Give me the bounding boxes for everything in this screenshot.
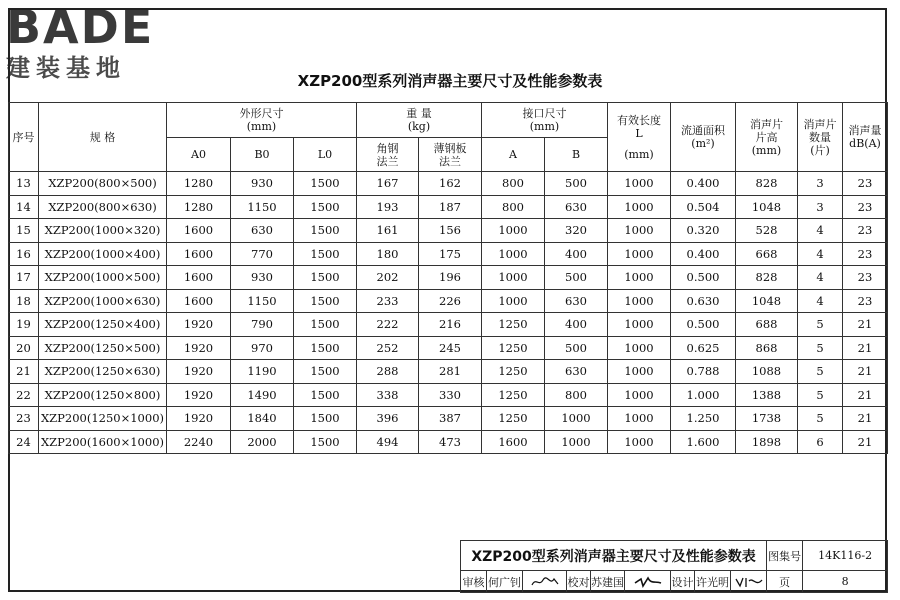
cell-thin-flange-weight: 175 (419, 242, 482, 266)
cell-plate-count: 5 (798, 383, 843, 407)
cell-flow-area: 0.630 (671, 289, 736, 313)
cell-plate-count: 5 (798, 407, 843, 431)
cell-plate-count: 5 (798, 336, 843, 360)
cell-port-b: 630 (545, 195, 608, 219)
cell-plate-count: 5 (798, 360, 843, 384)
page-label: 页 (767, 571, 803, 593)
header-thin-flange-label: 薄钢板法兰 (433, 141, 467, 168)
header-outer (167, 103, 357, 138)
cell-spec: XZP200(1250×500) (39, 336, 167, 360)
cell-b0: 970 (231, 336, 294, 360)
header-a: A (482, 138, 545, 172)
cell-plate-count: 5 (798, 313, 843, 337)
cell-port-b: 800 (545, 383, 608, 407)
cell-eff-len: 1000 (608, 195, 671, 219)
designer-signature (731, 571, 767, 593)
cell-b0: 790 (231, 313, 294, 337)
header-plate-height-unit: (mm) (751, 143, 782, 157)
header-plate-count (798, 103, 843, 172)
cell-l0: 1500 (294, 336, 357, 360)
cell-eff-len: 1000 (608, 336, 671, 360)
cell-a0: 1600 (167, 289, 231, 313)
cell-thin-flange-weight: 281 (419, 360, 482, 384)
design-label: 设计 (671, 571, 695, 593)
cell-a0: 1920 (167, 313, 231, 337)
header-a0: A0 (167, 138, 231, 172)
header-weight-unit: (kg) (407, 120, 431, 133)
cell-spec: XZP200(1250×1000) (39, 407, 167, 431)
cell-plate-count: 4 (798, 289, 843, 313)
table-row (9, 242, 888, 266)
cell-spec: XZP200(1000×320) (39, 219, 167, 243)
header-angle-flange-label: 角钢法兰 (376, 141, 399, 168)
cell-b0: 770 (231, 242, 294, 266)
cell-flow-area: 0.625 (671, 336, 736, 360)
cell-thin-flange-weight: 387 (419, 407, 482, 431)
cell-attenuation: 23 (843, 242, 888, 266)
reviewer-name: 何广钊 (487, 571, 523, 593)
cell-plate-count: 4 (798, 266, 843, 290)
table-row (9, 383, 888, 407)
table-row (9, 195, 888, 219)
page-title: XZP200型系列消声器主要尺寸及性能参数表 (297, 72, 603, 90)
cell-thin-flange-weight: 330 (419, 383, 482, 407)
page-number: 8 (803, 571, 888, 593)
cell-spec: XZP200(1250×800) (39, 383, 167, 407)
cell-eff-len: 1000 (608, 360, 671, 384)
cell-a0: 1920 (167, 407, 231, 431)
cell-b0: 1150 (231, 289, 294, 313)
cell-l0: 1500 (294, 266, 357, 290)
cell-thin-flange-weight: 216 (419, 313, 482, 337)
cell-angle-flange-weight: 233 (357, 289, 419, 313)
cell-b0: 630 (231, 219, 294, 243)
cell-spec: XZP200(1000×400) (39, 242, 167, 266)
cell-spec: XZP200(1000×630) (39, 289, 167, 313)
cell-port-a: 1250 (482, 360, 545, 384)
cell-attenuation: 21 (843, 430, 888, 454)
header-outer-label: 外形尺寸 (239, 107, 284, 120)
header-spec: 规 格 (39, 103, 167, 172)
cell-b0: 1840 (231, 407, 294, 431)
cell-eff-len: 1000 (608, 407, 671, 431)
cell-flow-area: 0.400 (671, 172, 736, 196)
header-b0: B0 (231, 138, 294, 172)
cell-thin-flange-weight: 187 (419, 195, 482, 219)
cell-port-a: 1250 (482, 407, 545, 431)
cell-a0: 1280 (167, 172, 231, 196)
cell-spec: XZP200(1000×500) (39, 266, 167, 290)
cell-eff-len: 1000 (608, 172, 671, 196)
header-flow-area-unit: (m²) (691, 137, 715, 150)
header-l0: L0 (294, 138, 357, 172)
cell-spec: XZP200(1600×1000) (39, 430, 167, 454)
cell-b0: 2000 (231, 430, 294, 454)
cell-flow-area: 0.500 (671, 313, 736, 337)
cell-seq: 21 (9, 360, 39, 384)
table-row (9, 430, 888, 454)
table-row (9, 407, 888, 431)
header-weight (357, 103, 482, 138)
cell-thin-flange-weight: 473 (419, 430, 482, 454)
cell-port-b: 500 (545, 336, 608, 360)
reviewer-signature (523, 571, 567, 593)
table-row (9, 313, 888, 337)
cell-seq: 23 (9, 407, 39, 431)
cell-port-a: 1000 (482, 266, 545, 290)
cell-thin-flange-weight: 226 (419, 289, 482, 313)
cell-eff-len: 1000 (608, 266, 671, 290)
cell-seq: 17 (9, 266, 39, 290)
cell-a0: 1920 (167, 360, 231, 384)
cell-seq: 18 (9, 289, 39, 313)
cell-angle-flange-weight: 180 (357, 242, 419, 266)
cell-attenuation: 23 (843, 172, 888, 196)
cell-port-b: 1000 (545, 407, 608, 431)
logo-subtitle: 建装基地 (6, 54, 126, 82)
cell-flow-area: 0.788 (671, 360, 736, 384)
cell-b0: 1490 (231, 383, 294, 407)
cell-port-a: 1000 (482, 219, 545, 243)
header-seq: 序号 (9, 103, 39, 172)
cell-a0: 1600 (167, 266, 231, 290)
cell-spec: XZP200(1250×400) (39, 313, 167, 337)
cell-angle-flange-weight: 167 (357, 172, 419, 196)
cell-thin-flange-weight: 196 (419, 266, 482, 290)
cell-l0: 1500 (294, 407, 357, 431)
checker-signature (625, 571, 671, 593)
header-plate-count-unit: (片) (810, 143, 830, 157)
cell-attenuation: 21 (843, 383, 888, 407)
cell-attenuation: 21 (843, 336, 888, 360)
cell-port-a: 1000 (482, 289, 545, 313)
header-port (482, 103, 608, 138)
cell-port-a: 1250 (482, 336, 545, 360)
cell-plate-count: 6 (798, 430, 843, 454)
header-eff-len-label: 有效长度 (617, 113, 661, 127)
cell-port-b: 500 (545, 266, 608, 290)
atlas-number: 14K116-2 (803, 541, 888, 571)
cell-port-b: 500 (545, 172, 608, 196)
cell-plate-count: 4 (798, 242, 843, 266)
header-outer-unit: (mm) (246, 120, 277, 133)
cell-eff-len: 1000 (608, 430, 671, 454)
cell-plate-height: 1898 (736, 430, 798, 454)
cell-thin-flange-weight: 245 (419, 336, 482, 360)
cell-port-a: 1600 (482, 430, 545, 454)
cell-b0: 930 (231, 172, 294, 196)
cell-l0: 1500 (294, 313, 357, 337)
cell-angle-flange-weight: 288 (357, 360, 419, 384)
atlas-label: 图集号 (767, 541, 803, 571)
cell-flow-area: 1.600 (671, 430, 736, 454)
cell-l0: 1500 (294, 289, 357, 313)
cell-plate-height: 1048 (736, 195, 798, 219)
header-thin-flange (419, 138, 482, 172)
cell-attenuation: 23 (843, 266, 888, 290)
cell-a0: 1920 (167, 336, 231, 360)
cell-plate-height: 688 (736, 313, 798, 337)
checker-name: 苏建国 (591, 571, 625, 593)
designer-name: 许光明 (695, 571, 731, 593)
cell-flow-area: 1.000 (671, 383, 736, 407)
cell-angle-flange-weight: 338 (357, 383, 419, 407)
cell-seq: 24 (9, 430, 39, 454)
cell-eff-len: 1000 (608, 242, 671, 266)
cell-l0: 1500 (294, 430, 357, 454)
header-flow-area-label: 流通面积 (681, 124, 725, 137)
cell-thin-flange-weight: 162 (419, 172, 482, 196)
cell-flow-area: 0.500 (671, 266, 736, 290)
logo-wordmark: BADE (6, 0, 155, 54)
cell-angle-flange-weight: 252 (357, 336, 419, 360)
cell-port-b: 320 (545, 219, 608, 243)
cell-seq: 16 (9, 242, 39, 266)
header-b: B (545, 138, 608, 172)
cell-seq: 14 (9, 195, 39, 219)
table-row (9, 360, 888, 384)
cell-port-b: 630 (545, 360, 608, 384)
cell-eff-len: 1000 (608, 313, 671, 337)
cell-attenuation: 21 (843, 407, 888, 431)
header-eff-len (608, 103, 671, 172)
cell-plate-height: 868 (736, 336, 798, 360)
header-plate-height-label: 消声片片高 (750, 117, 783, 144)
header-eff-len-symbol: L (635, 126, 643, 140)
cell-angle-flange-weight: 222 (357, 313, 419, 337)
header-plate-height (736, 103, 798, 172)
cell-b0: 930 (231, 266, 294, 290)
cell-port-a: 800 (482, 195, 545, 219)
cell-plate-height: 1088 (736, 360, 798, 384)
header-attenuation (843, 103, 888, 172)
cell-b0: 1150 (231, 195, 294, 219)
cell-a0: 1600 (167, 242, 231, 266)
cell-attenuation: 23 (843, 195, 888, 219)
parameter-table (8, 102, 888, 454)
checker-signature-mark (633, 575, 663, 589)
cell-angle-flange-weight: 202 (357, 266, 419, 290)
cell-seq: 19 (9, 313, 39, 337)
check-label: 校对 (567, 571, 591, 593)
header-port-label: 接口尺寸 (522, 107, 567, 120)
header-angle-flange (357, 138, 419, 172)
table-body (9, 172, 888, 454)
header-plate-count-label: 消声片数量 (803, 117, 837, 144)
designer-signature-mark (734, 575, 764, 589)
table-row (9, 289, 888, 313)
cell-eff-len: 1000 (608, 219, 671, 243)
cell-attenuation: 21 (843, 360, 888, 384)
cell-plate-count: 3 (798, 195, 843, 219)
header-attenuation-unit: dB(A) (849, 137, 881, 150)
cell-seq: 15 (9, 219, 39, 243)
header-eff-len-unit: (mm) (624, 147, 654, 161)
cell-port-a: 1250 (482, 383, 545, 407)
header-weight-label: 重 量 (406, 107, 432, 120)
cell-b0: 1190 (231, 360, 294, 384)
table-row (9, 336, 888, 360)
cell-port-b: 630 (545, 289, 608, 313)
cell-a0: 1280 (167, 195, 231, 219)
cell-port-b: 1000 (545, 430, 608, 454)
cell-plate-height: 828 (736, 172, 798, 196)
cell-l0: 1500 (294, 360, 357, 384)
table-row (9, 172, 888, 196)
cell-a0: 1920 (167, 383, 231, 407)
header-flow-area (671, 103, 736, 172)
cell-flow-area: 1.250 (671, 407, 736, 431)
cell-flow-area: 0.504 (671, 195, 736, 219)
cell-seq: 20 (9, 336, 39, 360)
cell-attenuation: 23 (843, 289, 888, 313)
cell-plate-count: 3 (798, 172, 843, 196)
cell-l0: 1500 (294, 383, 357, 407)
cell-port-a: 1000 (482, 242, 545, 266)
title-block-title: XZP200型系列消声器主要尺寸及性能参数表 (461, 541, 767, 571)
cell-port-b: 400 (545, 313, 608, 337)
reviewer-signature-mark (530, 575, 560, 589)
cell-l0: 1500 (294, 242, 357, 266)
cell-eff-len: 1000 (608, 383, 671, 407)
cell-attenuation: 21 (843, 313, 888, 337)
cell-plate-height: 1738 (736, 407, 798, 431)
cell-l0: 1500 (294, 195, 357, 219)
cell-port-a: 800 (482, 172, 545, 196)
review-label: 审核 (461, 571, 487, 593)
cell-eff-len: 1000 (608, 289, 671, 313)
cell-plate-height: 828 (736, 266, 798, 290)
cell-plate-height: 668 (736, 242, 798, 266)
cell-seq: 22 (9, 383, 39, 407)
cell-angle-flange-weight: 193 (357, 195, 419, 219)
cell-angle-flange-weight: 494 (357, 430, 419, 454)
cell-plate-height: 1388 (736, 383, 798, 407)
cell-flow-area: 0.320 (671, 219, 736, 243)
header-port-unit: (mm) (529, 120, 560, 133)
cell-flow-area: 0.400 (671, 242, 736, 266)
cell-l0: 1500 (294, 172, 357, 196)
cell-port-a: 1250 (482, 313, 545, 337)
cell-angle-flange-weight: 396 (357, 407, 419, 431)
cell-thin-flange-weight: 156 (419, 219, 482, 243)
header-row-1 (9, 103, 888, 138)
cell-plate-count: 4 (798, 219, 843, 243)
cell-spec: XZP200(800×630) (39, 195, 167, 219)
cell-seq: 13 (9, 172, 39, 196)
cell-attenuation: 23 (843, 219, 888, 243)
cell-spec: XZP200(1250×630) (39, 360, 167, 384)
table-row (9, 266, 888, 290)
cell-a0: 1600 (167, 219, 231, 243)
cell-plate-height: 528 (736, 219, 798, 243)
cell-plate-height: 1048 (736, 289, 798, 313)
cell-port-b: 400 (545, 242, 608, 266)
header-attenuation-label: 消声量 (848, 124, 882, 137)
cell-angle-flange-weight: 161 (357, 219, 419, 243)
cell-l0: 1500 (294, 219, 357, 243)
cell-a0: 2240 (167, 430, 231, 454)
table-row (9, 219, 888, 243)
title-block (460, 540, 888, 593)
cell-spec: XZP200(800×500) (39, 172, 167, 196)
